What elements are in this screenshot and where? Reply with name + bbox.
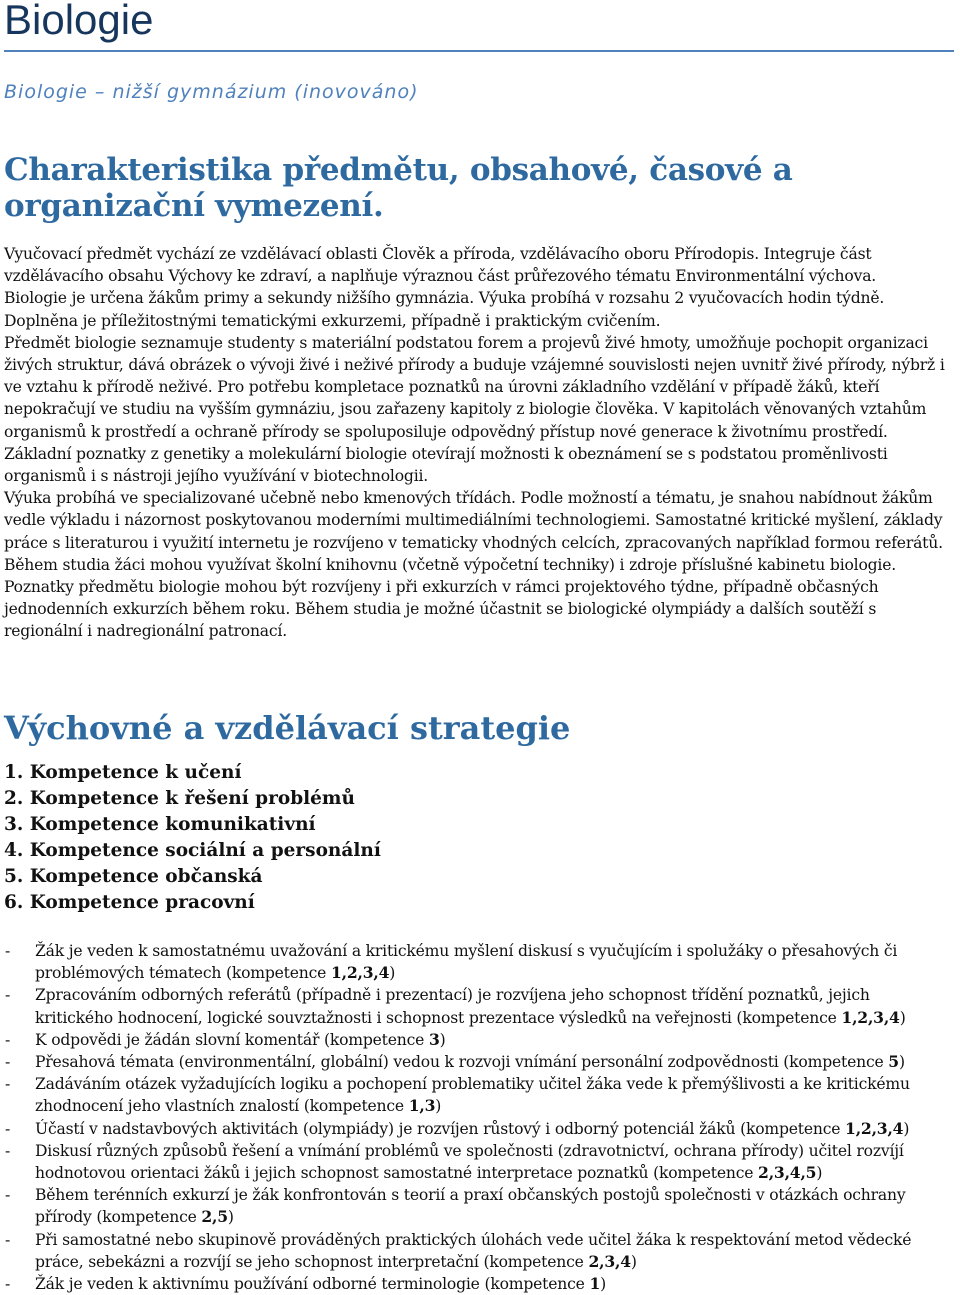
competence-item: 6. Kompetence pracovní: [4, 892, 255, 913]
competence-item: 3. Kompetence komunikativní: [4, 814, 316, 835]
strategy-end: ): [435, 1097, 442, 1116]
strategy-end: ): [898, 1053, 905, 1072]
strategy-end: ): [903, 1119, 910, 1138]
strategy-item: [4, 1118, 950, 1140]
strategy-text: Přesahová témata (environmentální, globální) vedou k rozvoji vnímání personální zodpovědnosti (kompetence: [35, 1053, 889, 1072]
competence-refs: 5: [888, 1052, 899, 1072]
strategy-item: [4, 984, 950, 1028]
section-heading-strategies: Výchovné a vzdělávací strategie: [4, 709, 571, 747]
strategy-text: Při samostatné nebo skupinově prováděných praktických úlohách vede učitel žáka k respektování metod vědecké práce, sebekázni a rozvíjí se jeho schopnost interpretační (kompetence: [35, 1230, 912, 1271]
competence-refs: 1,2,3,4: [330, 963, 390, 983]
strategy-item: [4, 1029, 950, 1051]
strategy-end: ): [816, 1164, 823, 1183]
competence-list: [4, 760, 381, 916]
strategy-text: Účastí v nadstavbových aktivitách (olympiády) je rozvíjen růstový i odborný potenciál žáků (kompetence: [35, 1119, 846, 1138]
competence-refs: 2,3,4: [588, 1251, 631, 1271]
competence-refs: 1,2,3,4: [845, 1118, 904, 1138]
paragraph: Vyučovací předmět vychází ze vzdělávací oblasti Člověk a příroda, vzdělávacího oboru Přírodopis. Integruje část vzdělávacího obsahu Výchovy ke zdraví, a naplňuje výraznou část průřezového tématu Environmentální výchova.: [4, 245, 877, 286]
list-dash: -: [5, 1053, 11, 1072]
competence-item: 2. Kompetence k řešení problémů: [4, 788, 355, 809]
paragraph: Biologie je určena žákům primy a sekundy nižšího gymnázia. Výuka probíhá v rozsahu 2 vyučovacích hodin týdně. Doplněna je příležitostnými tematickými exkurzemi, případně i praktickým cvičením.: [4, 289, 885, 330]
strategy-item: [4, 1184, 950, 1228]
competence-refs: 3: [428, 1029, 440, 1049]
section-heading-characteristics: Charakteristika předmětu, obsahové, časové a organizační vymezení.: [4, 152, 793, 224]
list-dash: -: [5, 942, 11, 960]
list-dash: -: [5, 1275, 11, 1294]
strategy-end: ): [389, 964, 396, 983]
list-dash: -: [5, 1141, 11, 1160]
strategy-item: [4, 1073, 950, 1117]
strategy-end: ): [227, 1208, 234, 1227]
competence-item: 1. Kompetence k učení: [4, 762, 242, 783]
strategy-text: Zpracováním odborných referátů (případně i prezentací) je rozvíjena jeho schopnost třídění poznatků, jejich kritického hodnocení, logické souvztažnosti i schopnost prezentace výsledků na veřejnosti (kompetence: [35, 986, 870, 1027]
paragraph: Předmět biologie seznamuje studenty s materiální podstatou forem a projevů živé hmoty, umožňuje pochopit organizaci živých struktur, dává obrázek o vývoji živé i neživé přírody a buduje vzájemné souvislosti nejen uvnitř živé přírody, nýbrž i ve vztahu k přírodě neživé. Pro potřebu kompletace poznatků na úrovni základního vzdělání v případě žáků, kteří nepokračují ve studiu na vyšším gymnáziu, jsou zařazeny kapitoly z biologie člověka. V kapitolách věnovaných vztahům organismů k prostředí a ochraně přírody se spoluposiluje odpovědný přístup nové generace k životnímu prostředí. Základní poznatky z genetiky a molekulární biologie otevírají možnosti k obeznámení se s podstatou proměnlivosti organismů i s nástroji jejího využívání v biotechnologii.: [4, 333, 945, 486]
competence-item: 5. Kompetence občanská: [4, 866, 263, 887]
competence-refs: 1,2,3,4: [841, 1007, 900, 1027]
strategy-text: Diskusí různých způsobů řešení a vnímání problémů ve společnosti (zdravotnictví, ochrana přírody) učitel rozvíjí hodnotovou orientaci žáků i jejich schopnost samostatné interpretace poznatků (kompetence: [35, 1141, 904, 1183]
list-dash: -: [5, 1030, 11, 1049]
strategy-item: [4, 1273, 950, 1295]
strategy-text: Zadáváním otázek vyžadujících logiku a pochopení problematiky učitel žáka vede k přemýšlivosti a ke kritickému zhodnocení jeho vlastních znalostí (kompetence: [35, 1075, 910, 1116]
strategy-end: ): [600, 1275, 606, 1294]
strategy-text: K odpovědi je žádán slovní komentář (kompetence: [35, 1030, 429, 1049]
list-dash: -: [5, 1119, 11, 1138]
list-dash: -: [5, 1186, 11, 1205]
strategy-item: [4, 940, 950, 984]
competence-item: 4. Kompetence sociální a personální: [4, 840, 381, 861]
strategy-end: ): [630, 1252, 637, 1271]
strategy-item: [4, 1140, 950, 1184]
list-dash: -: [5, 986, 11, 1005]
paragraph: Během studia žáci mohou využívat školní knihovnu (včetně výpočetní techniky) i zdroje příslušné kabinetu biologie. Poznatky předmětu biologie mohou být rozvíjeny i při exkurzích v rámci projektového týdne, případně občasných jednodenních exkurzích během roku. Během studia je možné účastnit se biologické olympiády a dalších soutěží s regionální i nadregionální patronací.: [4, 555, 896, 641]
competence-refs: 1,3: [408, 1096, 436, 1116]
strategy-end: ): [899, 1008, 906, 1027]
strategy-text: Během terénních exkurzí je žák konfrontován s teorií a praxí občanských postojů společnosti v otázkách ochrany přírody (kompetence: [35, 1186, 906, 1227]
document-title: Biologie: [4, 0, 154, 43]
strategy-text: Žák je veden k aktivnímu používání odborné terminologie (kompetence: [35, 1275, 590, 1294]
competence-refs: 1: [589, 1274, 601, 1294]
title-underline: [4, 50, 954, 52]
strategy-end: ): [439, 1030, 446, 1049]
list-dash: -: [5, 1075, 11, 1094]
strategy-text: Žák je veden k samostatnému uvažování a kritickému myšlení diskusí s vyučujícím i spolužáky o přesahových či problémových tématech (kompetence: [35, 942, 898, 983]
competence-refs: 2,5: [201, 1207, 228, 1227]
strategy-item: [4, 1229, 950, 1273]
paragraph: Výuka probíhá ve specializované učebně nebo kmenových třídách. Podle možností a tématu, je snahou nabídnout žákům vedle výkladu i názornost poskytovanou moderními multimediálními technologiemi. Samostatné kritické myšlení, základy práce s literaturou i využití internetu je rozvíjeno v tematicky vhodných celcích, zpracovaných například formou referátů.: [4, 489, 943, 552]
document-subtitle: Biologie – nižší gymnázium (inovováno): [4, 81, 419, 103]
characteristics-body: [4, 243, 950, 643]
competence-refs: 2,3,4,5: [758, 1163, 817, 1183]
list-dash: -: [5, 1230, 11, 1249]
strategy-list: [4, 940, 950, 1295]
strategy-item: [4, 1051, 950, 1073]
